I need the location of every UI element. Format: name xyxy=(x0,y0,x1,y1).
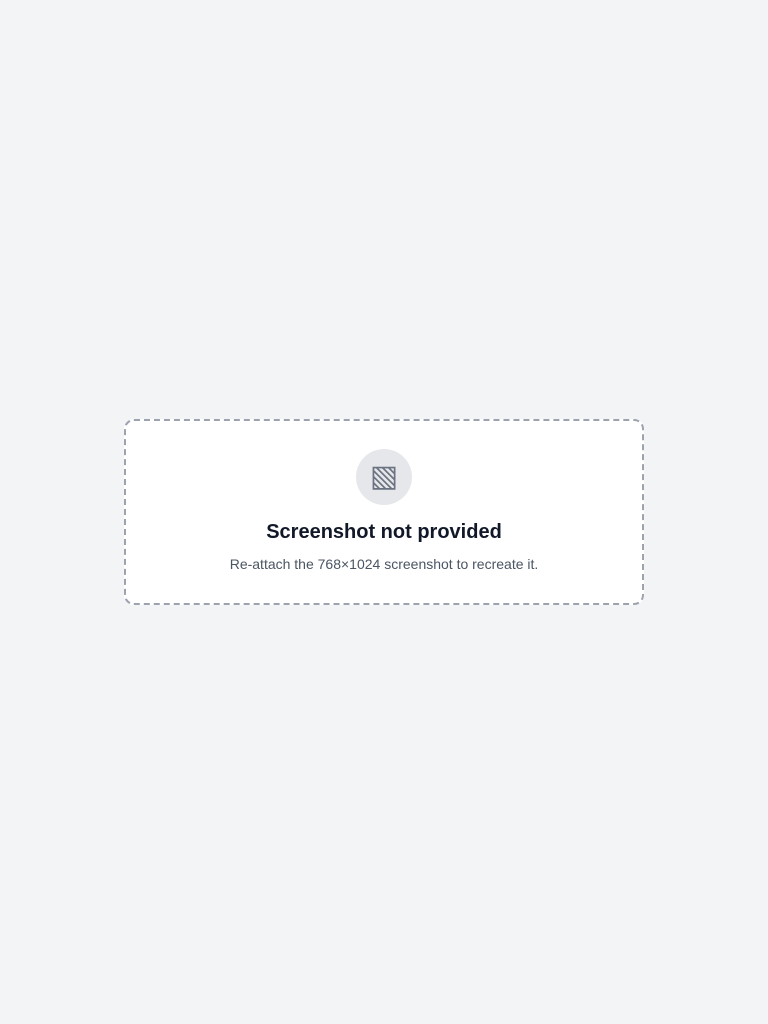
image-missing-icon: ▧ xyxy=(356,449,412,505)
notice-message: Re-attach the 768×1024 screenshot to recreate it. xyxy=(229,556,539,572)
missing-image-notice xyxy=(124,419,644,605)
notice-title: Screenshot not provided xyxy=(266,521,502,543)
